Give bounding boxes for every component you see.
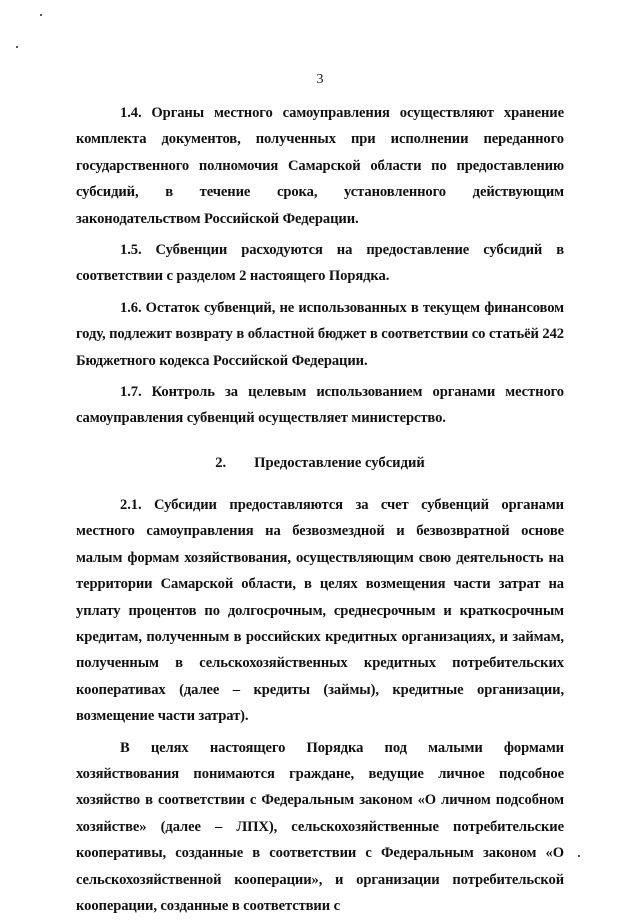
paragraph-1-6: 1.6. Остаток субвенций, не использованных в текущем финансовом году, подлежит возврату в областной бюджет в соответствии со статьёй 242 Бюджетного кодекса Российской Федерации. bbox=[76, 299, 564, 369]
document-body bbox=[76, 100, 564, 924]
paragraph-2-1: 2.1. Субсидии предоставляются за счет субвенций органами местного самоуправления на безвозмездной и безвозвратной основе малым формам хозяйствования, осуществляющим свою деятельность на территории Самарской области, в целях возмещения части затрат на уплату процентов по долгосрочным, среднесрочным и краткосрочным кредитам, полученным в российских кредитных организациях, и займам, полученным в сельскохозяйственных кредитных потребительских кооперативах (далее – кредиты (займы), кредитные организации, возмещение части затрат). bbox=[76, 496, 564, 725]
scan-speck bbox=[40, 14, 42, 16]
section-number: 2. bbox=[215, 454, 227, 471]
scan-speck bbox=[578, 855, 580, 857]
section-heading bbox=[76, 450, 564, 476]
page-number: 3 bbox=[316, 72, 324, 87]
section-title: Предоставление субсидий bbox=[254, 454, 425, 471]
paragraph-1-5: 1.5. Субвенции расходуются на предоставление субсидий в соответствии с разделом 2 настоящего Порядка. bbox=[76, 242, 564, 285]
paragraph-1-4: 1.4. Органы местного самоуправления осуществляют хранение комплекта документов, полученных при исполнении переданного государственного полномочия Самарской области по предоставлению субсидий, в течение срока, установленного действующим законодательством Российской Федерации. bbox=[76, 105, 564, 227]
paragraph-definitions: В целях настоящего Порядка под малыми формами хозяйствования понимаются граждане, ведущие личное подсобное хозяйство в соответствии с Федеральным законом «О личном подсобном хозяйстве» (далее – ЛПХ), сельскохозяйственные потребительские кооперативы, созданные в соответствии с Федеральным законом «О сельскохозяйственной кооперации», и организации потребительской кооперации, созданные в соответствии с bbox=[76, 739, 564, 914]
scan-speck bbox=[16, 46, 18, 48]
paragraph-1-7: 1.7. Контроль за целевым использованием органами местного самоуправления субвенций осуществляет министерство. bbox=[76, 384, 564, 427]
